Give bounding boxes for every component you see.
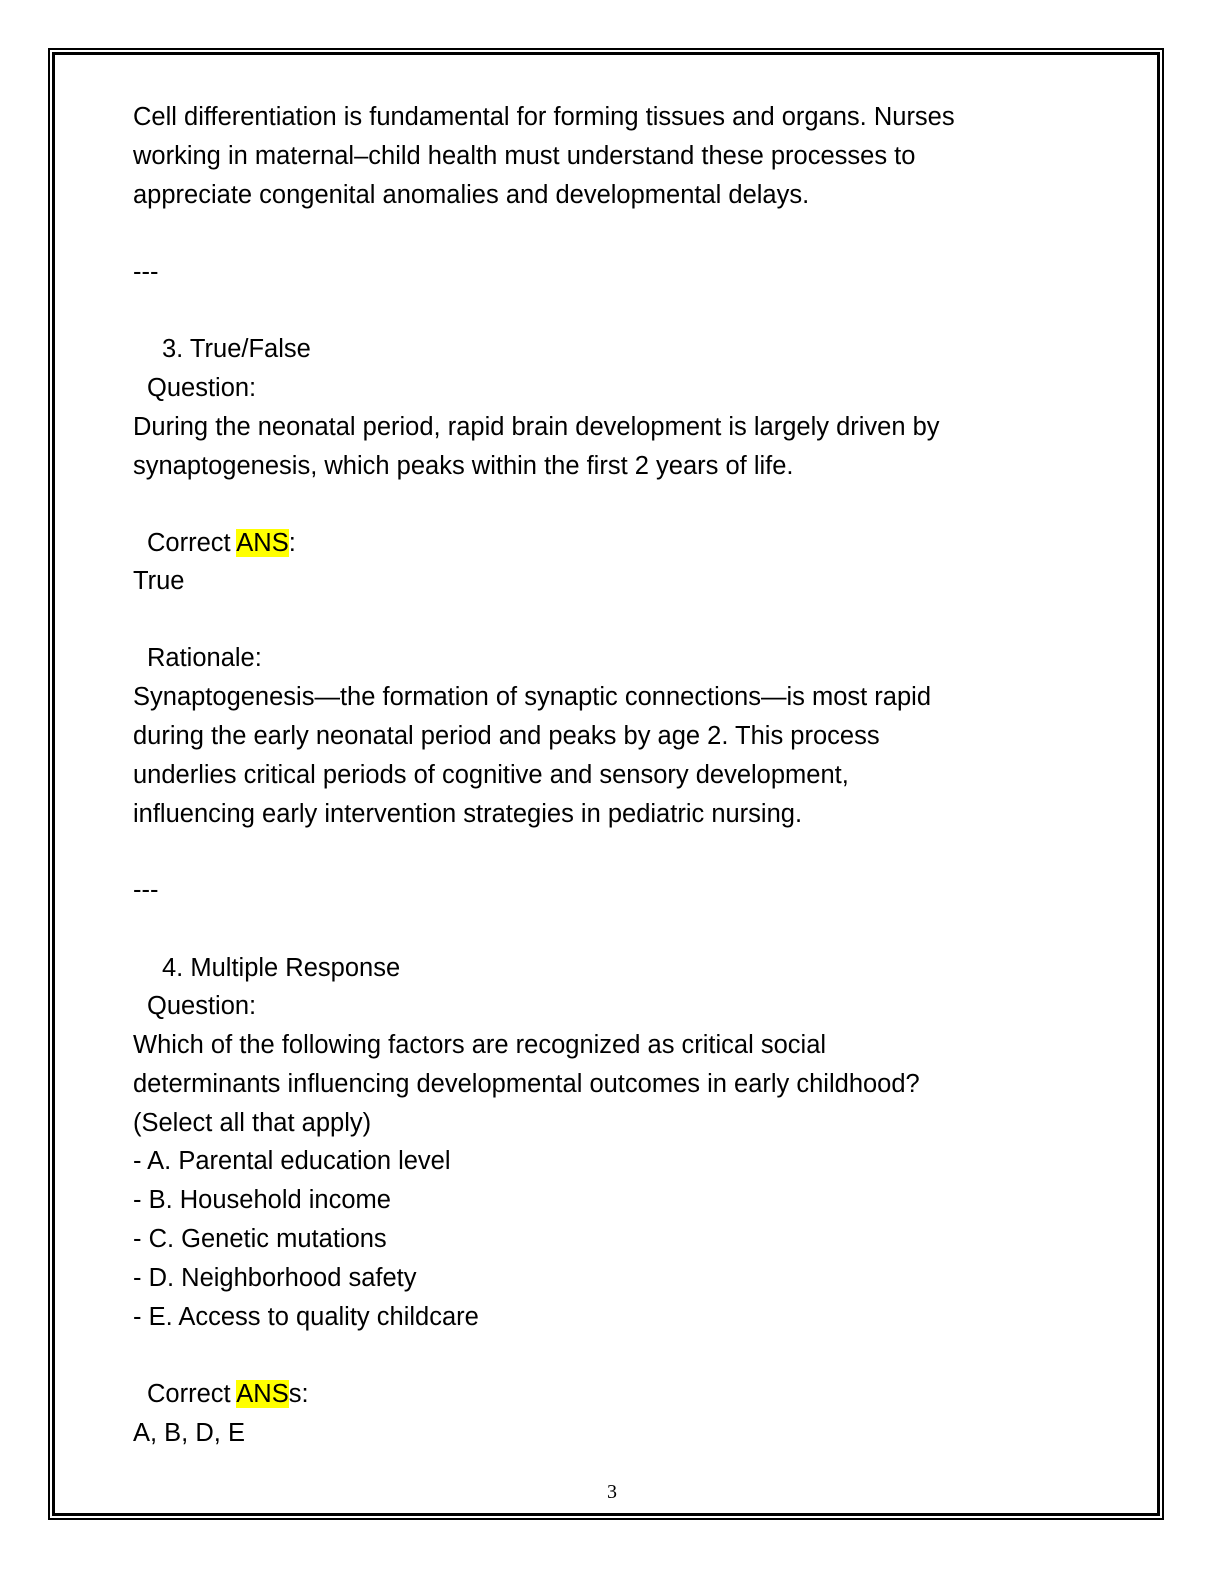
q4-option: - A. Parental education level — [133, 1147, 451, 1175]
q3-rationale-line: during the early neonatal period and peaks by age 2. This process — [133, 722, 880, 750]
answer-suffix: : — [288, 529, 296, 557]
q4-question-line: determinants influencing developmental outcomes in early childhood? — [133, 1070, 920, 1098]
answer-highlight: ANS — [236, 529, 289, 557]
q3-rationale-line: influencing early intervention strategies in pediatric nursing. — [133, 800, 803, 828]
page-number: 3 — [607, 1481, 617, 1503]
q3-question-label: Question: — [147, 374, 257, 402]
q3-question-line: During the neonatal period, rapid brain development is largely driven by — [133, 413, 940, 441]
q4-question-line: (Select all that apply) — [133, 1109, 372, 1137]
q3-heading: 3. True/False — [162, 335, 311, 363]
q3-rationale-line: underlies critical periods of cognitive and sensory development, — [133, 761, 849, 789]
q4-answer-label — [147, 1379, 309, 1409]
separator: --- — [133, 876, 159, 904]
separator: --- — [133, 258, 159, 286]
q4-answer: A, B, D, E — [133, 1419, 245, 1447]
intro-line: working in maternal–child health must understand these processes to — [133, 142, 916, 170]
q4-question-line: Which of the following factors are recognized as critical social — [133, 1031, 827, 1059]
intro-line: appreciate congenital anomalies and developmental delays. — [133, 181, 810, 209]
answer-suffix: s: — [288, 1380, 309, 1408]
q4-option: - B. Household income — [133, 1186, 391, 1214]
answer-highlight: ANS — [236, 1380, 289, 1408]
q3-rationale-label: Rationale: — [147, 644, 262, 672]
q4-question-label: Question: — [147, 992, 257, 1020]
q4-option: - D. Neighborhood safety — [133, 1264, 417, 1292]
answer-prefix: Correct — [147, 529, 237, 557]
q4-option: - E. Access to quality childcare — [133, 1303, 479, 1331]
intro-line: Cell differentiation is fundamental for forming tissues and organs. Nurses — [133, 103, 955, 131]
answer-prefix: Correct — [147, 1380, 237, 1408]
q4-option: - C. Genetic mutations — [133, 1225, 387, 1253]
q3-question-line: synaptogenesis, which peaks within the first 2 years of life. — [133, 452, 794, 480]
q3-answer-label — [147, 528, 296, 558]
q3-rationale-line: Synaptogenesis—the formation of synaptic connections—is most rapid — [133, 683, 931, 711]
q4-heading: 4. Multiple Response — [162, 954, 401, 982]
q3-answer: True — [133, 567, 185, 595]
